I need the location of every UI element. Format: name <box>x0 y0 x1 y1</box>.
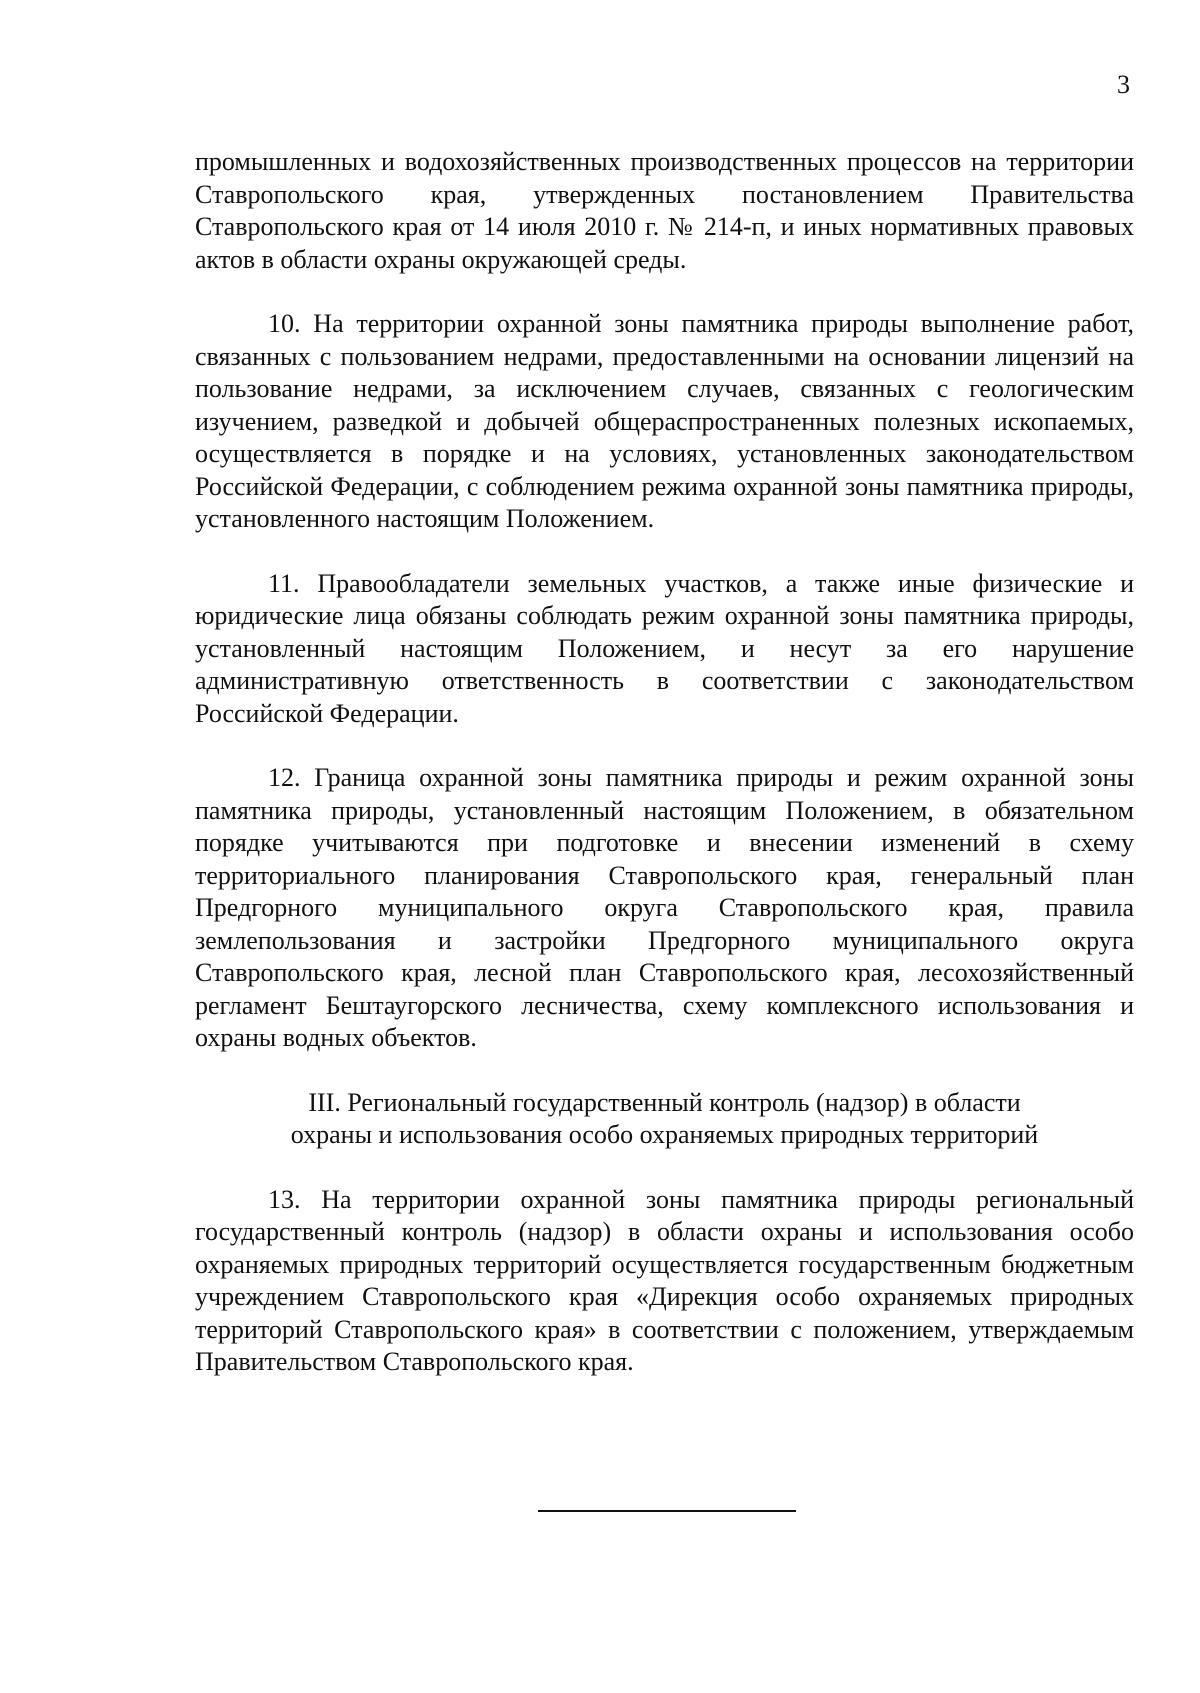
paragraph-12: 12. Граница охранной зоны памятника природы и режим охранной зоны памятника природы, установленный настоящим Положением, в обязательном порядке учитываются при подготовке и внесении изменений в схему территориального планирования Ставропольского края, генеральный план Предгорного муниципального округа Ставропольского края, правила землепользования и застройки Предгорного муниципального округа Ставропольского края, лесной план Ставропольского края, лесохозяйственный регламент Бештаугорского лесничества, схему комплексного использования и охраны водных объектов. <box>195 763 1134 1052</box>
paragraph-13: 13. На территории охранной зоны памятника природы региональный государственный контроль (надзор) в области охраны и использования особо охраняемых природных территорий осуществляется государственным бюджетным учреждением Ставропольского края «Дирекция особо охраняемых природных территорий Ставропольского края» в соответствии с положением, утверждаемым Правительством Ставропольского края. <box>195 1184 1134 1376</box>
paragraph-continuation: промышленных и водохозяйственных производственных процессов на территории Ставропольского края, утвержденных постановлением Правительства Ставропольского края от 14 июля 2010 г. № 214-п, и иных нормативных правовых актов в области охраны окружающей среды. <box>195 147 1134 274</box>
section-heading <box>195 1087 1134 1152</box>
document-body <box>195 146 1134 1379</box>
page-number: 3 <box>1117 70 1130 99</box>
closing-rule <box>538 1510 796 1512</box>
section-heading-line-1: III. Региональный государственный контроль (надзор) в области <box>308 1087 1021 1117</box>
paragraph-11: 11. Правообладатели земельных участков, а также иные физические и юридические лица обязаны соблюдать режим охранной зоны памятника природы, установленный настоящим Положением, и несут за его нарушение административную ответственность в соответствии с законодательством Российской Федерации. <box>195 568 1134 728</box>
section-heading-line-2: охраны и использования особо охраняемых природных территорий <box>290 1120 1039 1149</box>
paragraph-10: 10. На территории охранной зоны памятника природы выполнение работ, связанных с пользованием недрами, предоставленными на основании лицензий на пользование недрами, за исключением случаев, связанных с геологическим изучением, разведкой и добычей общераспространенных полезных ископаемых, осуществляется в порядке и на условиях, установленных законодательством Российской Федерации, с соблюдением режима охранной зоны памятника природы, установленного настоящим Положением. <box>195 309 1134 533</box>
